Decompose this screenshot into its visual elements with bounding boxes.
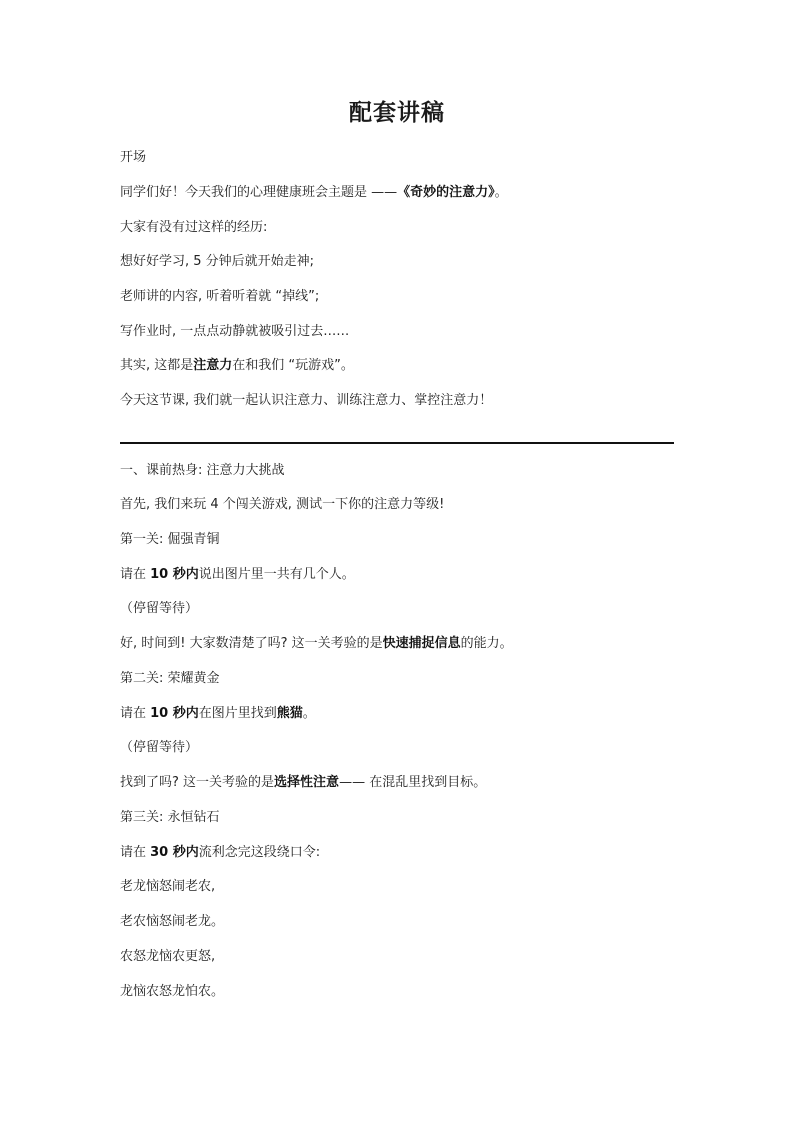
opening-heading: 开场 — [120, 150, 147, 165]
explanation-end: 在和我们 “玩游戏”。 — [232, 358, 354, 373]
tongue-twister-line-2: 老农恼怒闹老龙。 — [120, 914, 225, 929]
level3-title: 第三关: 永恒钻石 — [120, 810, 220, 825]
section-divider — [120, 442, 674, 444]
level1-instruction — [120, 566, 355, 584]
greeting-text: 同学们好！今天我们的心理健康班会主题是 —— — [120, 185, 398, 200]
opening-goal: 今天这节课, 我们就一起认识注意力、训练注意力、掌控注意力！ — [120, 393, 493, 408]
wait-note-1: （停留等待） — [120, 601, 199, 616]
explanation-text: 其实, 这都是 — [120, 358, 194, 373]
level2-instruction — [120, 705, 316, 723]
level1-task: 说出图片里一共有几个人。 — [198, 567, 355, 582]
level1-text: 请在 — [120, 567, 151, 582]
tongue-twister-line-3: 农怒龙恼农更怒, — [120, 949, 216, 964]
level2-result — [120, 774, 486, 792]
tongue-twister-line-4: 龙恼农怒龙怕农。 — [120, 984, 225, 999]
wait-note-2: （停留等待） — [120, 740, 199, 755]
opening-greeting — [120, 184, 508, 202]
result1-end: 的能力。 — [460, 636, 513, 651]
opening-example-1: 想好好学习, 5 分钟后就开始走神; — [120, 254, 315, 269]
level2-end: 。 — [302, 706, 316, 721]
level2-task: 在图片里找到 — [198, 706, 277, 721]
level3-instruction — [120, 844, 320, 862]
opening-question: 大家有没有过这样的经历: — [120, 220, 268, 235]
greeting-end: 。 — [494, 185, 508, 200]
result2-end: —— 在混乱里找到目标。 — [339, 775, 487, 790]
opening-example-2: 老师讲的内容, 听着听着就 “掉线”; — [120, 289, 320, 304]
section1-heading: 一、课前热身: 注意力大挑战 — [120, 463, 285, 478]
level1-time: 10 秒内 — [150, 567, 199, 582]
level2-text: 请在 — [120, 706, 151, 721]
attention-keyword: 注意力 — [193, 358, 233, 373]
page-title: 配套讲稿 — [349, 100, 445, 126]
result1-skill: 快速捕捉信息 — [382, 636, 461, 651]
panda-keyword: 熊猫 — [276, 706, 303, 721]
level2-time: 10 秒内 — [150, 706, 199, 721]
level1-result — [120, 635, 513, 653]
theme-title: 《奇妙的注意力》 — [397, 185, 495, 200]
result2-skill: 选择性注意 — [274, 775, 340, 790]
tongue-twister-line-1: 老龙恼怒闹老农, — [120, 879, 216, 894]
level3-task: 流利念完这段绕口令: — [198, 845, 321, 860]
section1-intro: 首先, 我们来玩 4 个闯关游戏, 测试一下你的注意力等级! — [120, 497, 445, 512]
level3-text: 请在 — [120, 845, 151, 860]
opening-example-3: 写作业时, 一点点动静就被吸引过去…… — [120, 324, 350, 339]
result1-text: 好, 时间到! 大家数清楚了吗? 这一关考验的是 — [120, 636, 383, 651]
result2-text: 找到了吗? 这一关考验的是 — [120, 775, 275, 790]
opening-explanation — [120, 357, 354, 375]
level2-title: 第二关: 荣耀黄金 — [120, 671, 220, 686]
level1-title: 第一关: 倔强青铜 — [120, 532, 220, 547]
level3-time: 30 秒内 — [150, 845, 199, 860]
